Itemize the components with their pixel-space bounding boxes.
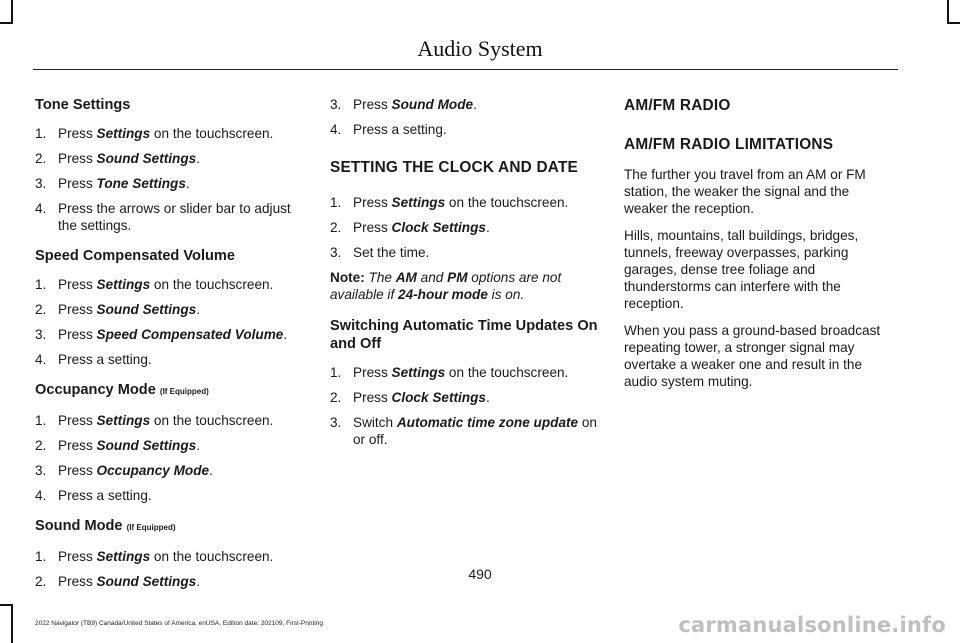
automatic-time-steps [330, 364, 598, 448]
menu-item-name: Automatic time zone update [396, 415, 579, 430]
clock-section-title: SETTING THE CLOCK AND DATE [330, 159, 579, 176]
menu-item-name: Sound Settings [96, 574, 197, 589]
step-text: . [473, 97, 477, 112]
menu-item-name: Settings [391, 365, 446, 380]
step-text: . [485, 220, 490, 235]
step-item [330, 364, 598, 381]
step-text: . [196, 302, 200, 317]
tone-settings-heading: Tone Settings [35, 97, 131, 113]
step-number: 2. [330, 220, 342, 235]
step-number: 1. [35, 277, 47, 292]
step-number: 3. [35, 463, 47, 478]
step-number: 3. [330, 245, 342, 260]
menu-item-name: Tone Settings [96, 176, 186, 191]
menu-item-name: Settings [96, 549, 151, 564]
step-text: on the touchscreen. [150, 549, 274, 564]
step-number: 3. [330, 97, 342, 112]
step-text: . [209, 463, 213, 478]
note-text: is on. [487, 287, 525, 302]
step-item [330, 244, 598, 261]
header-rule [33, 69, 898, 70]
limitations-paragraph: Hills, mountains, tall buildings, bridges, tunnels, freeway overpasses, parking garages, dense tree foliage and thunderstorms can interfere with the reception. [624, 228, 859, 311]
crop-mark [11, 0, 13, 24]
menu-item-name: Settings [96, 126, 151, 141]
if-equipped-note: (If Equipped) [126, 523, 176, 532]
menu-item-name: Settings [96, 413, 151, 428]
step-number: 4. [35, 488, 47, 503]
step-text: Press the arrows or slider bar to adjust the settings. [58, 201, 291, 233]
step-number: 3. [330, 415, 342, 430]
step-number: 4. [35, 201, 47, 216]
step-text: Press [353, 220, 392, 235]
crop-mark [947, 22, 960, 24]
column-2 [330, 96, 598, 461]
page-number: 490 [468, 566, 492, 582]
occupancy-title: Occupancy Mode [35, 382, 156, 398]
step-item [35, 150, 303, 167]
step-item [35, 437, 303, 454]
step-item [330, 389, 598, 406]
crop-mark [0, 604, 13, 606]
step-item [35, 276, 303, 293]
menu-item-name: Settings [96, 277, 151, 292]
step-text: Switch [353, 415, 397, 430]
step-number: 1. [330, 365, 342, 380]
crop-mark [947, 0, 949, 24]
step-text: on the touchscreen. [445, 195, 569, 210]
menu-item-name: Sound Settings [96, 302, 197, 317]
step-item [35, 462, 303, 479]
limitations-paragraph: The further you travel from an AM or FM station, the weaker the signal and the weaker the reception. [624, 167, 866, 216]
step-item [330, 96, 598, 113]
step-number: 1. [35, 413, 47, 428]
sound-mode-steps-continued [330, 96, 598, 138]
column-3 [624, 96, 892, 400]
occupancy-mode-steps [35, 412, 303, 504]
step-text: Press a setting. [353, 122, 447, 137]
step-item [35, 548, 303, 565]
occupancy-mode-heading [35, 381, 303, 401]
sound-mode-title: Sound Mode [35, 518, 123, 534]
step-item [35, 326, 303, 343]
step-number: 2. [35, 151, 47, 166]
speed-compensated-volume-heading: Speed Compensated Volume [35, 248, 236, 264]
step-text: . [196, 438, 200, 453]
page-header-title: Audio System [417, 36, 543, 61]
step-item [330, 121, 598, 138]
speed-volume-steps [35, 276, 303, 368]
watermark: carmanualsonline.info [678, 613, 946, 637]
step-number: 1. [330, 195, 342, 210]
step-number: 4. [35, 352, 47, 367]
if-equipped-note: (If Equipped) [159, 387, 209, 396]
step-text: Press [353, 97, 392, 112]
menu-item-name: Sound Settings [96, 151, 197, 166]
step-text: Press [58, 302, 97, 317]
step-item [35, 412, 303, 429]
note-label: Note: [330, 270, 365, 285]
step-number: 2. [35, 438, 47, 453]
step-text: Press [58, 327, 97, 342]
step-text: . [196, 151, 200, 166]
menu-item-name: Speed Compensated Volume [96, 327, 284, 342]
step-item [35, 487, 303, 504]
step-text: Press [58, 151, 97, 166]
step-text: Press a setting. [58, 352, 152, 367]
automatic-time-updates-heading: Switching Automatic Time Updates On and Off [330, 318, 598, 352]
step-text: on or off. [353, 415, 597, 447]
step-item [330, 194, 598, 211]
step-number: 3. [35, 327, 47, 342]
step-text: on the touchscreen. [150, 277, 274, 292]
clock-note [330, 269, 598, 303]
edition-footer: 2022 Navigator (TB9) Canada/United States of America, enUSA, Edition date: 202109, First-Printing [35, 620, 323, 627]
step-number: 1. [35, 126, 47, 141]
step-text: Press [353, 390, 392, 405]
crop-mark [0, 22, 13, 24]
step-text: . [485, 390, 490, 405]
step-item [35, 125, 303, 142]
note-pm: PM [447, 270, 468, 285]
clock-steps [330, 194, 598, 261]
step-item [35, 200, 303, 234]
step-text: on the touchscreen. [445, 365, 569, 380]
note-text: The [364, 270, 396, 285]
am-fm-radio-title: AM/FM RADIO [624, 97, 731, 114]
step-text: Press [58, 438, 97, 453]
step-text: Press [58, 176, 97, 191]
note-24-hour-mode: 24-hour mode [398, 287, 488, 302]
step-item [35, 175, 303, 192]
step-text: Press [58, 574, 97, 589]
step-text: Press [58, 549, 97, 564]
step-text: Press [353, 195, 392, 210]
step-item [330, 219, 598, 236]
step-item [35, 351, 303, 368]
step-text: Press [353, 365, 392, 380]
menu-item-name: Occupancy Mode [96, 463, 210, 478]
step-number: 2. [35, 574, 47, 589]
step-item [330, 414, 598, 448]
step-text: . [283, 327, 288, 342]
tone-settings-steps [35, 125, 303, 234]
step-number: 4. [330, 122, 342, 137]
note-am: AM [395, 270, 417, 285]
step-text: Set the time. [353, 245, 430, 260]
menu-item-name: Sound Settings [96, 438, 197, 453]
step-item [35, 301, 303, 318]
limitations-paragraph: When you pass a ground-based broadcast repeating tower, a stronger signal may overtake a weaker one and result in the audio system muting. [624, 323, 881, 389]
step-text: Press [58, 277, 97, 292]
step-number: 3. [35, 176, 47, 191]
column-1 [35, 96, 303, 603]
step-text: Press [58, 126, 97, 141]
step-number: 2. [330, 390, 342, 405]
step-text: Press [58, 413, 97, 428]
menu-item-name: Clock Settings [391, 220, 486, 235]
step-text: on the touchscreen. [150, 413, 274, 428]
menu-item-name: Settings [391, 195, 446, 210]
sound-mode-heading [35, 517, 303, 537]
step-text: Press [58, 463, 97, 478]
menu-item-name: Sound Mode [391, 97, 474, 112]
step-text: Press a setting. [58, 488, 152, 503]
note-text: and [416, 270, 448, 285]
step-text: . [185, 176, 190, 191]
step-text: . [196, 574, 200, 589]
step-number: 2. [35, 302, 47, 317]
step-number: 1. [35, 549, 47, 564]
menu-item-name: Clock Settings [391, 390, 486, 405]
step-text: on the touchscreen. [150, 126, 274, 141]
note-text: options are not available if [330, 270, 562, 302]
am-fm-radio-limitations-title: AM/FM RADIO LIMITATIONS [624, 136, 834, 153]
crop-mark [11, 604, 13, 643]
